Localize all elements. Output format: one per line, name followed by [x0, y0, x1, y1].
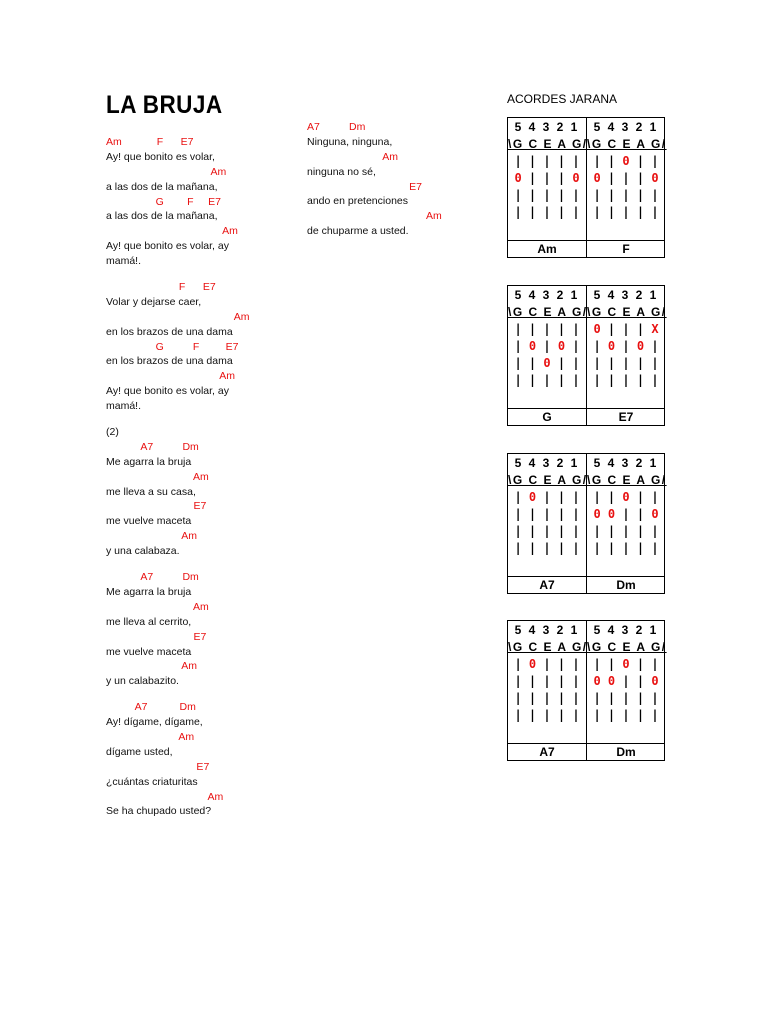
chord-line: G F E7	[106, 340, 239, 353]
open-string: |	[543, 657, 551, 671]
string-names: \G C E A G/	[587, 473, 667, 487]
chord-line: E7	[106, 500, 207, 513]
stanza-gap	[106, 689, 250, 700]
finger-position: 0	[622, 657, 630, 671]
fret-row	[587, 372, 665, 389]
open-string: |	[572, 356, 580, 370]
fret-number-header: 5 4 3 2 1	[593, 623, 659, 637]
open-string: |	[514, 205, 522, 219]
finger-position: 0	[636, 339, 645, 353]
open-string: |	[543, 490, 551, 504]
chord-name-label: Am	[537, 242, 557, 256]
finger-position: 0	[528, 339, 537, 353]
open-string: |	[593, 188, 601, 202]
open-string: |	[514, 524, 522, 538]
open-string: |	[607, 541, 616, 555]
finger-position: 0	[651, 171, 659, 185]
chord-line: Am	[106, 730, 195, 743]
lyric-line: Ay! que bonito es volar, ay	[106, 385, 229, 398]
open-string: |	[557, 674, 566, 688]
open-string: |	[528, 541, 537, 555]
open-string: |	[607, 490, 616, 504]
lyric-line: Me agarra la bruja	[106, 585, 192, 598]
open-string: |	[607, 171, 616, 185]
open-string: |	[651, 339, 659, 353]
lyric-line: me vuelve maceta	[106, 515, 192, 528]
chord-diagram-dm	[587, 454, 665, 557]
fret-row	[587, 170, 665, 187]
open-string: |	[651, 188, 659, 202]
open-string: |	[543, 708, 551, 722]
open-string: |	[557, 657, 566, 671]
open-string: |	[572, 339, 580, 353]
open-string: |	[636, 674, 645, 688]
open-string: |	[607, 708, 616, 722]
open-string: |	[651, 373, 659, 387]
chord-line: Am	[106, 790, 224, 803]
chord-diagram-e7	[587, 286, 665, 389]
chord-diagram-f	[587, 118, 665, 221]
open-string: |	[543, 322, 551, 336]
open-string: |	[636, 524, 645, 538]
lyric-line: Ay! dígame, dígame,	[106, 716, 203, 729]
chord-line: G F E7	[106, 195, 221, 208]
finger-position: 0	[528, 490, 537, 504]
string-names: \G C E A G/	[508, 305, 588, 319]
chord-line: A7 Dm	[106, 571, 199, 584]
lyric-line: me vuelve maceta	[106, 645, 192, 658]
lyrics-column-right	[307, 120, 442, 239]
open-string: |	[593, 708, 601, 722]
fret-row	[587, 321, 665, 338]
lyric-line: (2)	[106, 426, 119, 439]
string-names: \G C E A G/	[508, 640, 588, 654]
chord-chart-box	[507, 117, 665, 258]
open-string: |	[651, 205, 659, 219]
fret-row	[508, 690, 586, 707]
open-string: |	[622, 674, 630, 688]
open-string: |	[636, 490, 645, 504]
fret-row	[508, 673, 586, 690]
chord-line: E7	[106, 630, 207, 643]
open-string: |	[543, 339, 551, 353]
finger-position: 0	[622, 154, 630, 168]
finger-position: 0	[514, 171, 522, 185]
open-string: |	[514, 541, 522, 555]
open-string: |	[572, 541, 580, 555]
chord-line: Am	[106, 225, 238, 238]
lyric-line: me lleva a su casa,	[106, 485, 196, 498]
finger-position: 0	[607, 674, 616, 688]
open-string: |	[636, 691, 645, 705]
fret-row	[508, 338, 586, 355]
finger-position: 0	[557, 339, 566, 353]
open-string: |	[636, 356, 645, 370]
fret-number-header: 5 4 3 2 1	[514, 623, 580, 637]
chord-diagram-am	[508, 118, 586, 221]
lyrics-column-left	[106, 135, 250, 819]
chord-line: Am	[307, 210, 442, 223]
lyric-line: en los brazos de una dama	[106, 355, 233, 368]
open-string: |	[651, 524, 659, 538]
fret-row	[508, 153, 586, 170]
stanza-gap	[106, 414, 250, 425]
chord-line: E7	[106, 760, 210, 773]
chord-name-label: A7	[539, 745, 555, 759]
open-string: |	[572, 490, 580, 504]
fret-row	[587, 707, 665, 724]
open-string: |	[528, 524, 537, 538]
chord-name-label: F	[622, 242, 630, 256]
fret-row	[508, 321, 586, 338]
fret-number-header: 5 4 3 2 1	[514, 120, 580, 134]
fret-row	[508, 523, 586, 540]
open-string: |	[543, 188, 551, 202]
fret-row	[587, 338, 665, 355]
open-string: |	[543, 171, 551, 185]
open-string: |	[651, 691, 659, 705]
open-string: |	[622, 373, 630, 387]
chord-name-label: A7	[539, 578, 555, 592]
chord-name-label: G	[542, 410, 552, 424]
finger-position: 0	[593, 674, 601, 688]
lyric-line: me lleva al cerrito,	[106, 615, 192, 628]
finger-position: 0	[528, 657, 537, 671]
chord-chart-box	[507, 453, 665, 594]
open-string: |	[593, 490, 601, 504]
chord-line: Am F E7	[106, 136, 194, 148]
lyric-line: ¿cuántas criaturitas	[106, 775, 198, 788]
fret-row	[587, 204, 665, 221]
open-string: |	[572, 657, 580, 671]
open-string: |	[514, 674, 522, 688]
open-string: |	[622, 507, 630, 521]
open-string: |	[593, 373, 601, 387]
fret-row	[508, 506, 586, 523]
chord-diagram-g	[508, 286, 586, 389]
open-string: |	[557, 356, 566, 370]
finger-position: 0	[622, 490, 630, 504]
fret-row	[508, 656, 586, 673]
fret-row	[508, 187, 586, 204]
finger-position: 0	[651, 507, 659, 521]
open-string: |	[514, 356, 522, 370]
chords-heading: ACORDES JARANA	[507, 92, 618, 106]
open-string: |	[593, 541, 601, 555]
open-string: |	[557, 507, 566, 521]
string-names: \G C E A G/	[587, 137, 667, 151]
open-string: |	[607, 373, 616, 387]
open-string: |	[622, 524, 630, 538]
open-string: |	[557, 188, 566, 202]
open-string: |	[528, 171, 537, 185]
chord-name-label: E7	[618, 410, 634, 424]
open-string: |	[607, 657, 616, 671]
open-string: |	[572, 373, 580, 387]
chord-line: Am	[106, 600, 209, 613]
fret-number-header: 5 4 3 2 1	[514, 288, 580, 302]
open-string: |	[557, 691, 566, 705]
open-string: |	[543, 674, 551, 688]
open-string: |	[636, 541, 645, 555]
open-string: |	[607, 322, 616, 336]
chord-name-label: Dm	[616, 578, 636, 592]
open-string: |	[514, 490, 522, 504]
lyric-line: de chuparme a usted.	[307, 225, 409, 238]
string-names: \G C E A G/	[508, 473, 588, 487]
open-string: |	[543, 507, 551, 521]
lyric-line: Ninguna, ninguna,	[307, 135, 393, 148]
finger-position: 0	[572, 171, 580, 185]
open-string: |	[543, 541, 551, 555]
fret-row	[587, 673, 665, 690]
open-string: |	[528, 373, 537, 387]
open-string: |	[593, 691, 601, 705]
chord-line: E7	[307, 180, 422, 193]
open-string: |	[557, 322, 566, 336]
open-string: |	[651, 490, 659, 504]
open-string: |	[607, 154, 616, 168]
fret-row	[587, 187, 665, 204]
open-string: |	[557, 154, 566, 168]
open-string: |	[636, 322, 645, 336]
chord-line: Am	[106, 165, 227, 178]
open-string: |	[622, 171, 630, 185]
fret-row	[587, 690, 665, 707]
open-string: |	[636, 507, 645, 521]
chord-line: Am	[106, 530, 198, 543]
fret-number-header: 5 4 3 2 1	[593, 288, 659, 302]
fret-row	[508, 489, 586, 506]
chord-line: Am	[106, 310, 250, 323]
open-string: |	[622, 322, 630, 336]
lyric-line: dígame usted,	[106, 745, 173, 758]
open-string: |	[636, 171, 645, 185]
fret-row	[587, 355, 665, 372]
open-string: |	[528, 356, 537, 370]
fret-row	[587, 656, 665, 673]
fret-row	[508, 204, 586, 221]
open-string: |	[514, 373, 522, 387]
open-string: |	[528, 154, 537, 168]
string-names: \G C E A G/	[508, 137, 588, 151]
lyric-line: y un calabazito.	[106, 675, 179, 688]
open-string: |	[622, 356, 630, 370]
chord-line: Am	[106, 370, 235, 383]
finger-position: 0	[593, 171, 601, 185]
open-string: |	[622, 339, 630, 353]
lyric-line: ninguna no sé,	[307, 165, 376, 178]
open-string: |	[557, 541, 566, 555]
fret-row	[587, 523, 665, 540]
open-string: |	[593, 524, 601, 538]
finger-position: 0	[543, 356, 551, 370]
open-string: |	[593, 356, 601, 370]
open-string: |	[636, 154, 645, 168]
fret-row	[508, 170, 586, 187]
chord-chart-box	[507, 620, 665, 761]
open-string: |	[593, 339, 601, 353]
chord-chart-box	[507, 285, 665, 426]
chord-line: Am	[106, 660, 198, 673]
chord-name-label: Dm	[616, 745, 636, 759]
open-string: |	[514, 188, 522, 202]
open-string: |	[557, 708, 566, 722]
chord-line: F E7	[106, 281, 216, 294]
open-string: |	[593, 205, 601, 219]
open-string: |	[651, 541, 659, 555]
chord-line: Am	[106, 470, 209, 483]
open-string: |	[514, 154, 522, 168]
open-string: |	[528, 691, 537, 705]
string-names: \G C E A G/	[587, 305, 667, 319]
lyric-line: y una calabaza.	[106, 545, 180, 558]
open-string: |	[528, 205, 537, 219]
open-string: |	[557, 171, 566, 185]
open-string: |	[607, 205, 616, 219]
open-string: |	[557, 490, 566, 504]
lyric-line: mamá!.	[106, 255, 142, 268]
open-string: |	[543, 373, 551, 387]
open-string: |	[557, 205, 566, 219]
open-string: |	[572, 691, 580, 705]
open-string: |	[593, 657, 601, 671]
fret-row	[508, 372, 586, 389]
open-string: |	[572, 154, 580, 168]
fret-row	[587, 506, 665, 523]
fret-row	[587, 153, 665, 170]
song-title: LA BRUJA	[106, 91, 223, 119]
chord-line: A7 Dm	[307, 121, 366, 133]
open-string: |	[543, 154, 551, 168]
open-string: |	[622, 691, 630, 705]
open-string: |	[636, 188, 645, 202]
open-string: |	[607, 691, 616, 705]
finger-position: 0	[593, 507, 601, 521]
open-string: |	[557, 373, 566, 387]
finger-position: 0	[651, 674, 659, 688]
fret-row	[508, 355, 586, 372]
open-string: |	[557, 524, 566, 538]
open-string: |	[528, 507, 537, 521]
open-string: |	[593, 154, 601, 168]
open-string: |	[543, 691, 551, 705]
lyric-line: Me agarra la bruja	[106, 455, 192, 468]
open-string: |	[528, 188, 537, 202]
chord-line: Am	[307, 150, 399, 163]
stanza-gap	[106, 559, 250, 570]
fret-number-header: 5 4 3 2 1	[593, 456, 659, 470]
chord-diagram-a7	[508, 454, 586, 557]
open-string: |	[572, 322, 580, 336]
chord-line: A7 Dm	[106, 440, 199, 453]
fret-row	[587, 540, 665, 557]
open-string: |	[572, 507, 580, 521]
open-string: |	[572, 205, 580, 219]
open-string: |	[651, 154, 659, 168]
fret-number-header: 5 4 3 2 1	[593, 120, 659, 134]
stanza-gap	[106, 269, 250, 280]
open-string: |	[572, 188, 580, 202]
open-string: |	[572, 524, 580, 538]
open-string: |	[636, 708, 645, 722]
open-string: |	[607, 524, 616, 538]
open-string: |	[572, 708, 580, 722]
string-names: \G C E A G/	[587, 640, 667, 654]
lyric-line: Volar y dejarse caer,	[106, 295, 202, 308]
finger-position: 0	[607, 339, 616, 353]
fret-row	[508, 707, 586, 724]
lyric-line: Ay! que bonito es volar,	[106, 150, 215, 163]
open-string: |	[514, 657, 522, 671]
chord-line: A7 Dm	[106, 701, 196, 714]
open-string: |	[528, 708, 537, 722]
open-string: |	[528, 674, 537, 688]
chord-diagram-a7	[508, 621, 586, 724]
open-string: |	[651, 657, 659, 671]
open-string: |	[514, 691, 522, 705]
open-string: |	[607, 188, 616, 202]
open-string: |	[636, 373, 645, 387]
open-string: |	[528, 322, 537, 336]
open-string: |	[543, 524, 551, 538]
lyric-line: ando en pretenciones	[307, 195, 408, 208]
fret-row	[587, 489, 665, 506]
open-string: |	[622, 205, 630, 219]
open-string: |	[543, 205, 551, 219]
lyric-line: a las dos de la mañana,	[106, 180, 218, 193]
open-string: |	[514, 339, 522, 353]
open-string: |	[651, 708, 659, 722]
lyric-line: en los brazos de una dama	[106, 325, 233, 338]
muted-string-mark: X	[651, 322, 659, 336]
open-string: |	[622, 708, 630, 722]
open-string: |	[636, 205, 645, 219]
fret-row	[508, 540, 586, 557]
open-string: |	[622, 188, 630, 202]
open-string: |	[651, 356, 659, 370]
lyric-line: mamá!.	[106, 400, 142, 413]
finger-position: 0	[607, 507, 616, 521]
open-string: |	[514, 708, 522, 722]
fret-number-header: 5 4 3 2 1	[514, 456, 580, 470]
lyric-line: Ay! que bonito es volar, ay	[106, 240, 229, 253]
open-string: |	[622, 541, 630, 555]
lyric-line: a las dos de la mañana,	[106, 210, 218, 223]
open-string: |	[514, 507, 522, 521]
open-string: |	[572, 674, 580, 688]
open-string: |	[514, 322, 522, 336]
finger-position: 0	[593, 322, 601, 336]
open-string: |	[636, 657, 645, 671]
lyric-line: Se ha chupado usted?	[106, 805, 212, 818]
open-string: |	[607, 356, 616, 370]
chord-diagram-dm	[587, 621, 665, 724]
